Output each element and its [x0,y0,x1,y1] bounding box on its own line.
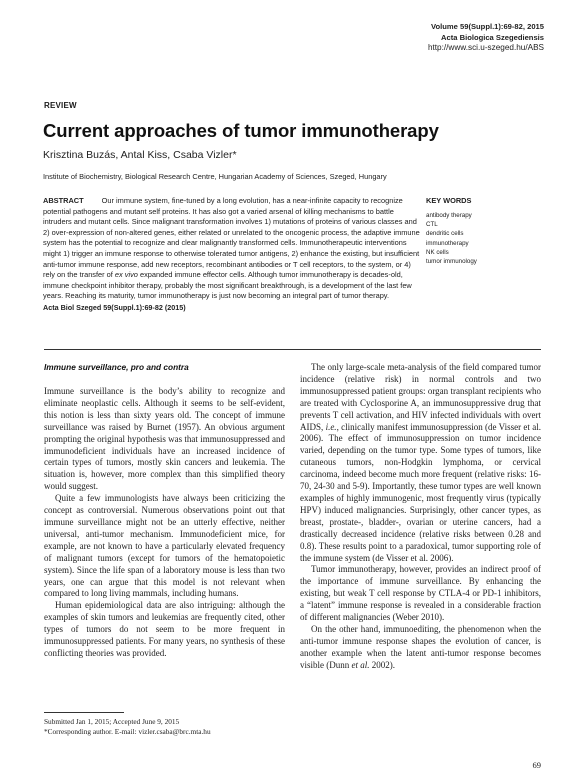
journal-header [428,22,544,54]
footnote-rule [44,712,124,713]
divider-rule [44,349,541,350]
paragraph-text: 2002). [369,659,395,670]
footnote [44,717,211,736]
journal-name: Acta Biologica Szegediensis [441,32,544,42]
paragraph [300,362,541,564]
page-number: 69 [532,760,541,770]
abstract-text-a: Our immune system, fine-tuned by a long evolution, has a near-infinite capacity to recognize potential pathogens and mutant self proteins. It has also got a varied arsenal of killing mechanisms to battle intruders and mutant cells. Since malignant transformation involves 1) mutations of proteins of various classes and 2) over-expression of non-altered genes, either related or unrelated to the oncogenic process, the adaptive immune system has the potential to recognize and clear malignantly transformed cells. Immunotherapeutic interventions might 1) trigger an immune response to otherwise tolerated tumor antigens, 2) enhance the existing, but insufficient anti-tumor immune response, add new receptors, recombinant antibodies or T cell receptors, to the system, or 4) rely on the transfer of [43,196,420,280]
submission-dates: Submitted Jan 1, 2015; Accepted June 9, 2015 [44,717,180,726]
paragraph-text: On the other hand, immunoediting, the phenomenon when the anti-tumor immune response shapes the evolution of cancer, is another example when the latent anti-tumor response becomes visible (Dunn [300,623,541,670]
paragraph-text: The only large-scale meta-analysis of the field compared tumor incidence (relative risk) in normal controls and two immunosuppressed patient groups: organ transplant recipients who are treated with Cyclosporine A, an immunosuppressive drug that prevents T cell activation, and HIV infected individuals with overt AIDS, [300,362,541,432]
abstract [43,196,423,314]
section-label: REVIEW [44,101,77,110]
keyword-item: immunotherapy [426,239,469,247]
article-title: Current approaches of tumor immunotherapy [43,120,439,141]
paragraph: Human epidemiological data are also intriguing: although the examples of skin tumors and leukemias are frequently cited, other types of tumors do not seem to be more frequent in immunosuppressed patients. For many years, no synthesis of these conflicting theories was provided. [44,600,285,658]
abstract-citation: Acta Biol Szeged 59(Suppl.1):69-82 (2015) [43,302,186,312]
keyword-item: dendritic cells [426,230,464,238]
paragraph: Quite a few immunologists have always been criticizing the concept as controversial. Numerous observations point out that immune surveillance might not be an utterly effective, neither universal, anti-tumor mechanism. Immunodeficient mice, for example, are not known to have a particularly elevated frequency of malignant tumors (except for tumors of the hematopoietic system). Since the life span of a laboratory mouse is less than two years, one can argue that this model is not relevant when compared to long living mammals, including humans. [44,493,285,599]
journal-url-link[interactable]: http://www.sci.u-szeged.hu/ABS [427,43,544,53]
keyword-item: CTL [426,221,438,229]
author-list: Krisztina Buzás, Antal Kiss, Csaba Vizler* [43,149,237,161]
keyword-item: antibody therapy [426,212,472,219]
affiliation: Institute of Biochemistry, Biological Research Centre, Hungarian Academy of Sciences, Szeged, Hungary [43,172,387,181]
body-column-left [44,386,285,660]
paragraph-emphasis: i.e. [325,421,337,432]
paragraph: Immune surveillance is the body’s ability to recognize and eliminate neoplastic cells. Although it seems to be self-evident, this notion is less than sixty years old. The concept of immune surveillance was raised by Burnet (1957). An obvious argument prompting the original hypothesis was that immunosuppressed and immunodeficient individuals have an increased incidence of certain types of tumors, mostly skin cancers and leukemia. The situation is, however, more complex than this simplified theory would suggest. [44,386,285,492]
paragraph [300,624,541,672]
keyword-item: tumor immunology [426,258,477,266]
paragraph-text: , clinically manifest immunosuppression (de Visser et al. 2006). The effect of immunosuppression on tumor incidence varied, depending on the tumor type. Some types of tumors, like cutaneous tumors, non-Hodgkin lymphoma, or cervical carcinoma, indeed become much more frequent (relative risks: 16-70, 24-30 and 5-9). Importantly, these tumor types are well known examples of highly immunogenic, most frequently virus (typically HPV) induced malignancies. Surprisingly, other cancer types, as breast, prostate-, bladder-, ovarian or uterine cancers, had a drastically decreased incidence (relative risks between 0.28 and 0.8). These results point to a paradoxical, tumor supporting role of the immune system (de Visser et al. 2006). [300,421,541,563]
paragraph-emphasis: et al. [351,659,370,670]
section-heading: Immune surveillance, pro and contra [44,362,189,372]
abstract-text-em: ex vivo [114,270,138,280]
abstract-body [43,196,423,302]
volume-line: Volume 59(Suppl.1):69-82, 2015 [431,22,544,31]
keywords-heading: KEY WORDS [426,196,472,205]
abstract-heading: ABSTRACT [43,196,84,205]
abstract-text-b: expanded immune effector cells. Although tumor immunotherapy is decades-old, immune checkpoint inhibitor therapy, probably the most significant breakthrough, is a development of the last few years. Reaching its maturity, tumor immunotherapy is just now becoming an integral part of tumor therapy. [43,270,412,301]
paragraph: Tumor immunotherapy, however, provides an indirect proof of the importance of immune surveillance. By enhancing the existing, but weak T cell response by CTLA-4 or PD-1 inhibitors, a “latent” immune response is revealed in a considerable fraction of different malignancies (Weber 2010). [300,564,541,623]
corresponding-author: *Corresponding author. E-mail: vizler.csaba@brc.mta.hu [44,726,211,736]
keywords-list [426,211,477,266]
body-column-right [300,362,541,672]
keyword-item: NK cells [426,248,449,256]
